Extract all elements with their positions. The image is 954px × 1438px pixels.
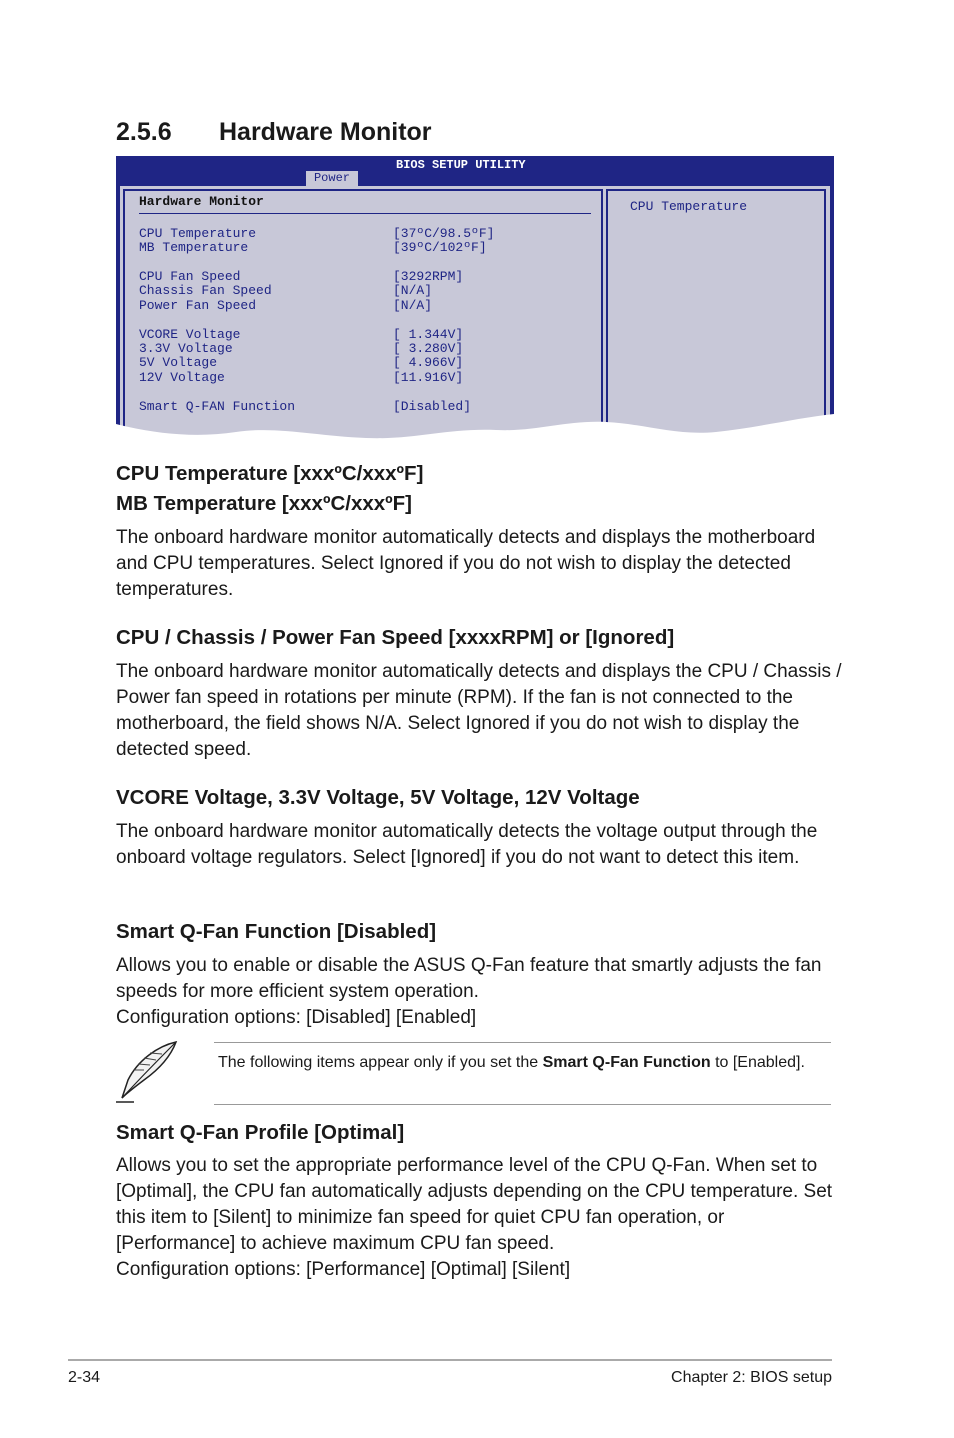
bios-frame-left <box>116 186 120 448</box>
bios-row-label: 5V Voltage <box>139 355 218 370</box>
bios-row-value: [N/A] <box>393 283 433 298</box>
bios-row-12v-voltage[interactable] <box>139 371 463 386</box>
bios-row-label: MB Temperature <box>139 240 249 255</box>
bios-row-label: VCORE Voltage <box>139 327 241 342</box>
bios-row-label: CPU Temperature <box>139 226 257 241</box>
heading-smart-qfan-function: Smart Q-Fan Function [Disabled] <box>116 920 437 943</box>
bios-title: BIOS SETUP UTILITY <box>396 158 526 172</box>
note-top-rule <box>214 1042 831 1043</box>
bios-row-label: CPU Fan Speed <box>139 269 241 284</box>
bios-panel-divider <box>139 213 591 214</box>
bios-row-value: [39ºC/102ºF] <box>393 240 487 255</box>
bios-row-value: [ 3.280V] <box>393 341 464 356</box>
heading-smart-qfan-profile: Smart Q-Fan Profile [Optimal] <box>116 1121 405 1144</box>
config-smart-qfan-function: Configuration options: [Disabled] [Enabled] <box>116 1007 477 1028</box>
bios-row-value: [ 1.344V] <box>393 327 464 342</box>
bios-row-smart-qfan[interactable] <box>139 400 471 415</box>
bios-row-value: [N/A] <box>393 298 433 313</box>
section-title <box>116 118 432 147</box>
bios-panel-heading: Hardware Monitor <box>139 194 264 209</box>
bios-row-label: Chassis Fan Speed <box>139 283 272 298</box>
footer-page-number: 2-34 <box>68 1369 101 1386</box>
bios-row-value: [Disabled] <box>393 399 472 414</box>
bios-settings-panel <box>123 189 603 439</box>
config-smart-qfan-profile: Configuration options: [Performance] [Optimal] [Silent] <box>116 1259 571 1280</box>
note-text <box>218 1051 818 1074</box>
heading-cpu-temperature: CPU Temperature [xxxºC/xxxºF] <box>116 462 424 485</box>
paragraph-fan-speed: The onboard hardware monitor automatically detects and displays the CPU / Chassis / Power fan speed in rotations per minute (RPM). If the fan is not connected to the motherboard, the field shows N/A. Select Ignored if you do not wish to display the detected speed. <box>116 661 842 760</box>
bios-row-value: [ 4.966V] <box>393 355 464 370</box>
bios-row-label: 12V Voltage <box>139 370 225 385</box>
bios-tab-power[interactable]: Power <box>306 171 358 186</box>
bios-row-chassis-fan-speed[interactable] <box>139 284 432 299</box>
section-title-text: Hardware Monitor <box>219 118 432 146</box>
section-number: 2.5.6 <box>116 118 172 146</box>
bios-row-label: Power Fan Speed <box>139 298 257 313</box>
torn-edge <box>116 414 834 448</box>
note-text-after: to [Enabled]. <box>710 1054 805 1071</box>
heading-mb-temperature: MB Temperature [xxxºC/xxxºF] <box>116 492 412 515</box>
bios-row-power-fan-speed[interactable] <box>139 299 432 314</box>
paragraph-smart-qfan-profile: Allows you to set the appropriate performance level of the CPU Q-Fan. When set to [Optimal], the CPU fan automatically adjusts depending on the CPU temperature. Set this item to [Silent] to minimize fan speed for quiet CPU fan operation, or [Performance] to achieve maximum CPU fan speed. <box>116 1155 833 1254</box>
bios-row-label: Smart Q-FAN Function <box>139 399 296 414</box>
bios-row-mb-temperature[interactable] <box>139 241 487 256</box>
bios-help-panel <box>606 189 826 439</box>
heading-voltage: VCORE Voltage, 3.3V Voltage, 5V Voltage, 12V Voltage <box>116 786 640 809</box>
bios-screenshot <box>116 156 834 448</box>
note-text-before: The following items appear only if you set the <box>218 1054 543 1071</box>
heading-fan-speed: CPU / Chassis / Power Fan Speed [xxxxRPM] or [Ignored] <box>116 626 675 649</box>
bios-row-label: 3.3V Voltage <box>139 341 233 356</box>
paragraph-voltage: The onboard hardware monitor automatically detects the voltage output through the onboard voltage regulators. Select [Ignored] if you do not want to detect this item. <box>116 821 818 868</box>
bios-row-value: [11.916V] <box>393 370 464 385</box>
note-bottom-rule <box>214 1104 831 1105</box>
bios-frame-right <box>830 186 834 448</box>
bios-title-bar <box>116 156 834 186</box>
paragraph-temperature: The onboard hardware monitor automatically detects and displays the motherboard and CPU temperatures. Select Ignored if you do not wish to display the detected temperatures. <box>116 527 816 600</box>
note-text-bold: Smart Q-Fan Function <box>542 1054 711 1071</box>
paragraph-smart-qfan-function: Allows you to enable or disable the ASUS Q-Fan feature that smartly adjusts the fan speeds for more efficient system operation. <box>116 955 822 1002</box>
footer-rule <box>68 1359 832 1361</box>
bios-help-text: CPU Temperature <box>630 199 748 214</box>
bios-row-value: [37ºC/98.5ºF] <box>393 226 495 241</box>
bios-row-value: [3292RPM] <box>393 269 464 284</box>
bios-row-5v-voltage[interactable] <box>139 356 463 371</box>
footer-chapter: Chapter 2: BIOS setup <box>671 1369 832 1386</box>
feather-note-icon <box>114 1040 180 1104</box>
